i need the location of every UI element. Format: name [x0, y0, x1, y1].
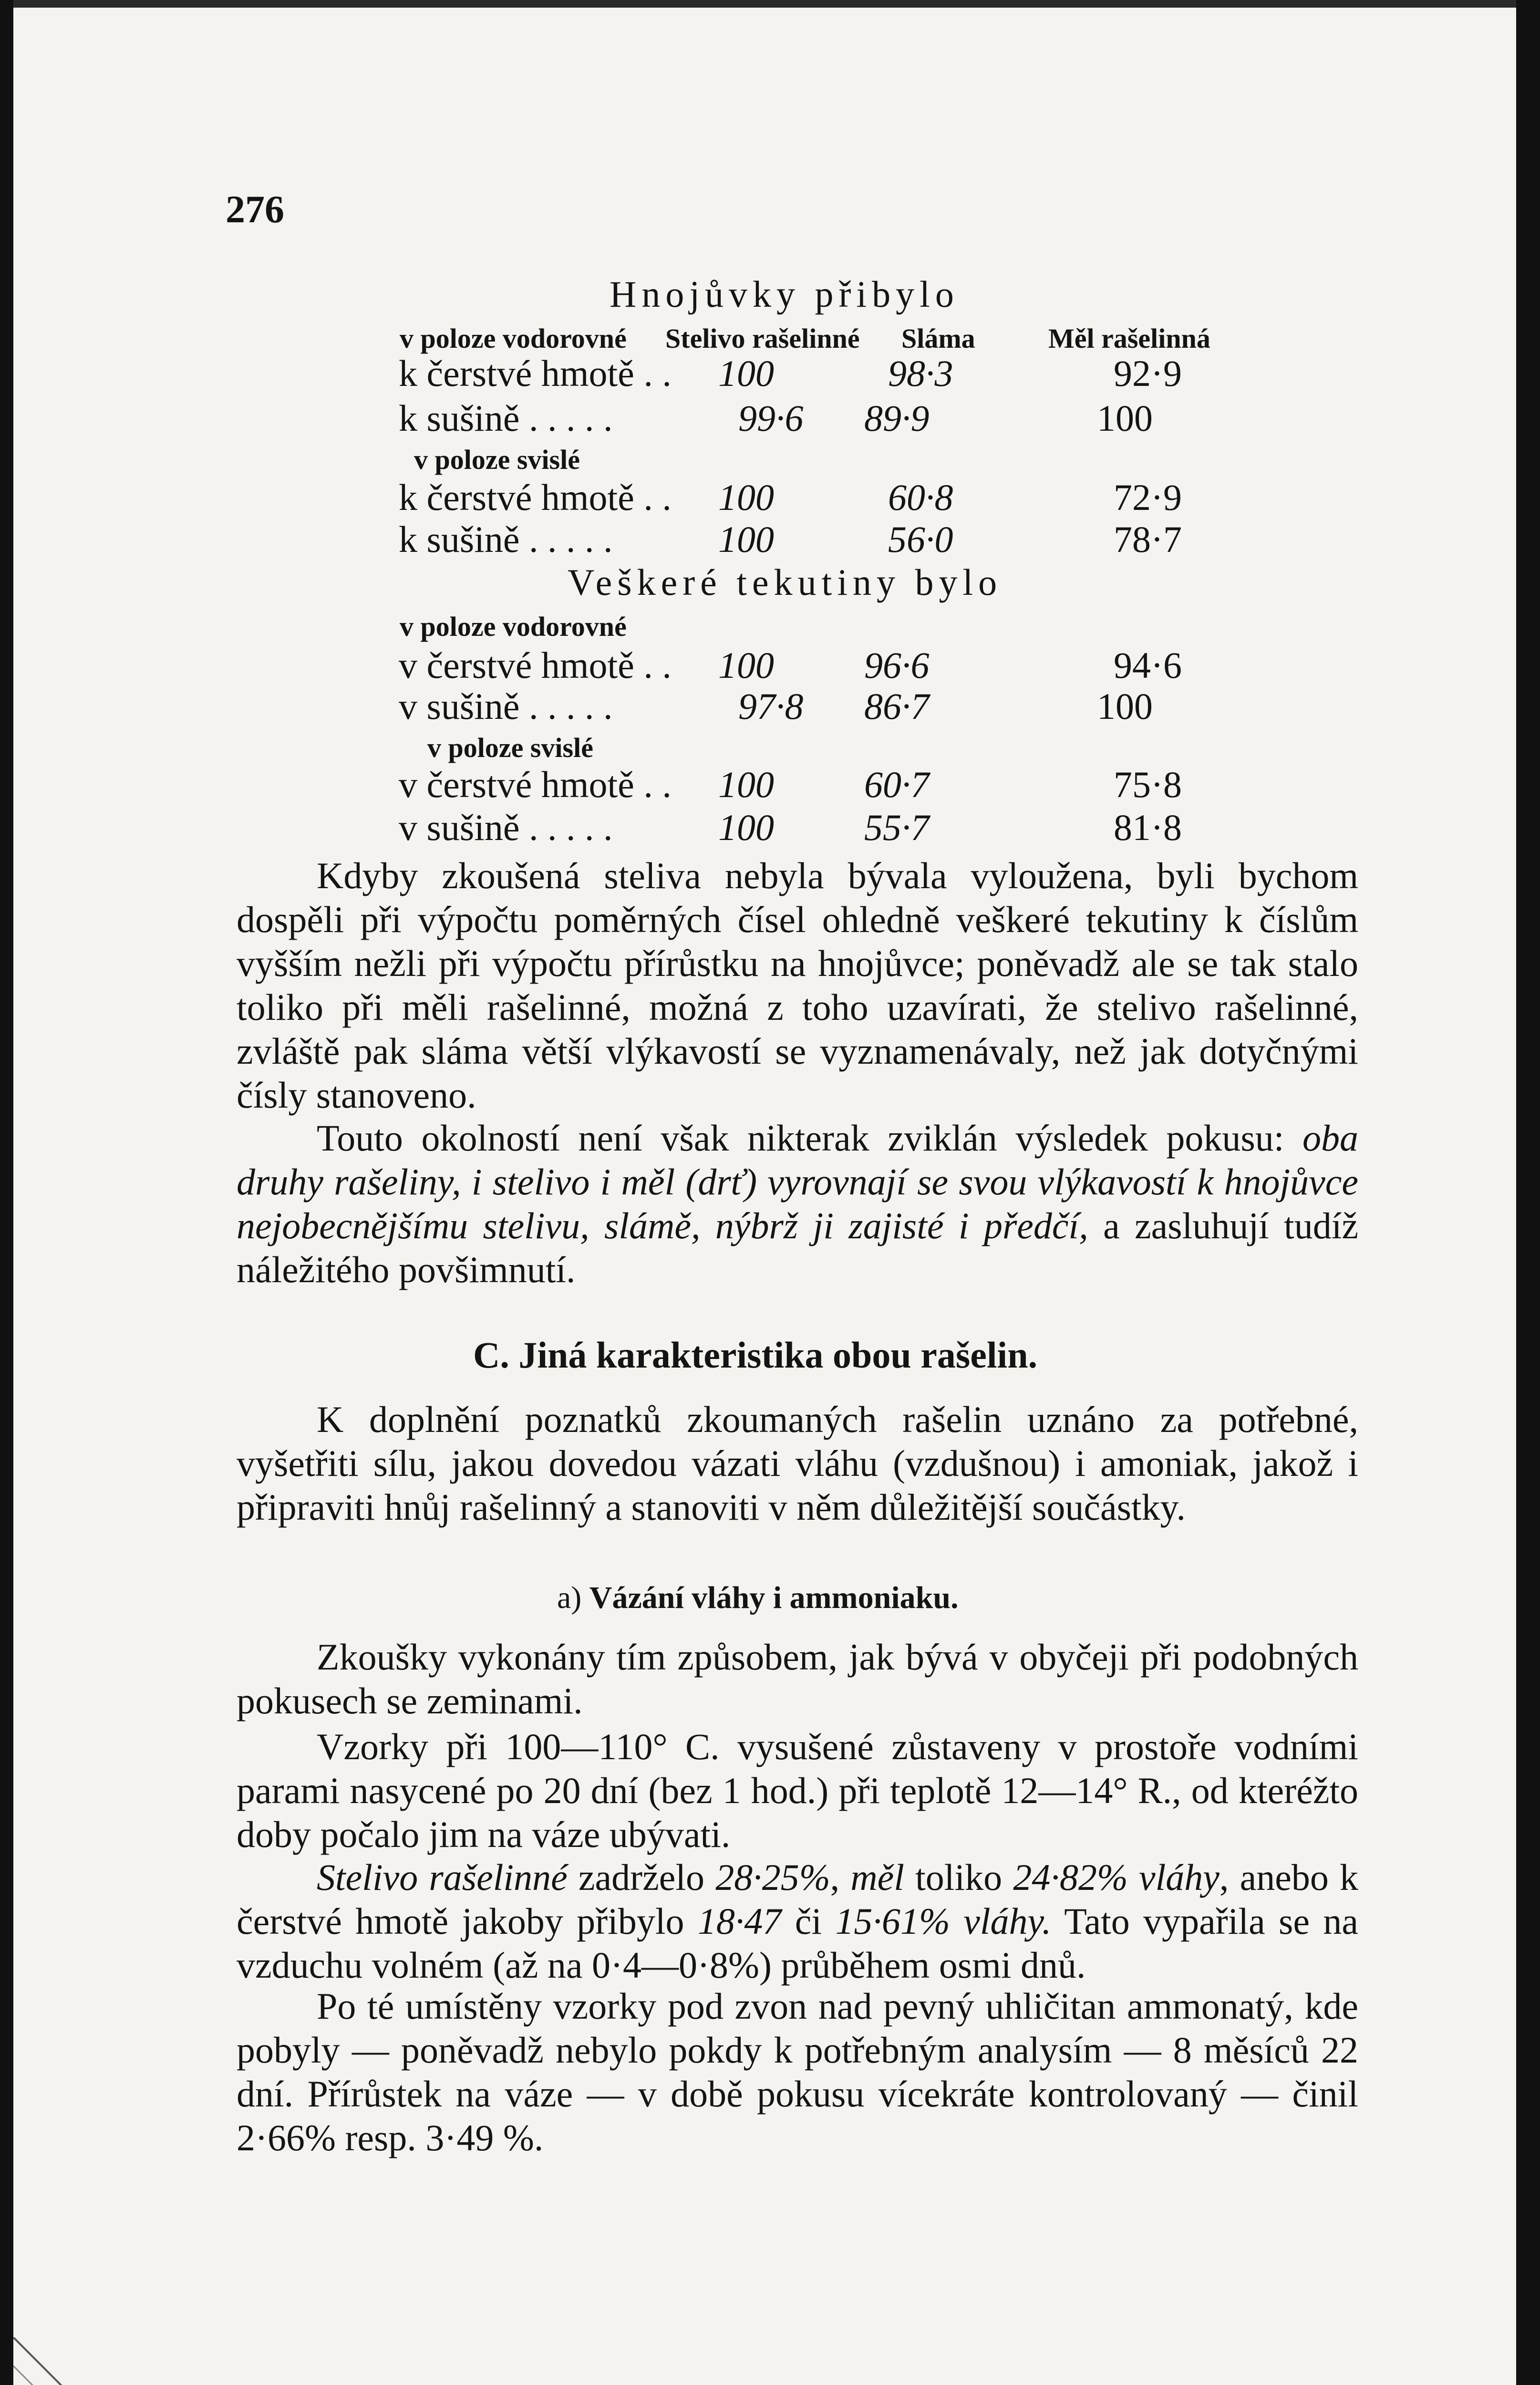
section-title: C. Jiná karakteristika obou rašelin. — [473, 1334, 1038, 1376]
table2-cell: 75·8 — [1114, 764, 1182, 805]
table1-subheader: v poloze svislé — [414, 444, 580, 475]
table1-cell: 100 — [718, 518, 774, 560]
table2-row-label: v sušině . . . . . — [399, 685, 613, 727]
table1-title: Hnojůvky přibylo — [610, 273, 959, 315]
scan-border-left — [0, 0, 13, 2385]
table2-cell: 100 — [718, 764, 774, 805]
table1-row-label: k sušině . . . . . — [399, 397, 613, 439]
table2-cell: 100 — [1097, 685, 1153, 727]
table1-header-orientation: v poloze vodorovné — [400, 323, 627, 354]
table1-header-mel: Měl rašelinná — [1048, 323, 1210, 354]
scan-border-top — [0, 0, 1540, 8]
table1-cell: 92·9 — [1114, 353, 1182, 394]
table2-row-label: v čerstvé hmotě . . — [399, 764, 672, 805]
table1-row-label: k čerstvé hmotě . . — [399, 477, 672, 518]
subsection-title: a) Vázání vláhy i ammoniaku. — [557, 1580, 959, 1615]
paragraph-1: Kdyby zkoušená steliva nebyla bývala vyloužena, byli bychom dospěli při výpočtu poměrných čísel ohledně veškeré tekutiny k číslům vyšším nežli při výpočtu přírůstku na hnojůvce; poněvadž ale se tak stalo toliko při měli rašelinné, možná z toho uzavírati, že stelivo rašelinné, zvláště pak sláma větší vlýkavostí se vyznamenávaly, než jak dotyčnými čísly stanoveno. — [237, 855, 1358, 1116]
table1-row-label: k čerstvé hmotě . . — [399, 353, 672, 394]
table2-cell: 81·8 — [1114, 807, 1182, 848]
table2-cell: 100 — [718, 644, 774, 686]
table1-cell: 56·0 — [888, 518, 953, 560]
table2-row-label: v sušině . . . . . — [399, 807, 613, 848]
table2-cell: 100 — [718, 807, 774, 848]
table2-cell: 55·7 — [864, 807, 930, 848]
paragraph-7: Po té umístěny vzorky pod zvon nad pevný uhličitan ammonatý, kde pobyly — poněvadž nebylo pokdy k potřebným analysím — 8 měsíců 22 dní. Přírůstek na váze — v době pokusu vícekráte kontrolovaný — činil 2·66% resp. 3·49 %. — [237, 1985, 1358, 2158]
table2-cell: 96·6 — [864, 644, 930, 686]
paragraph-4: Zkoušky vykonány tím způsobem, jak bývá v obyčeji při podobných pokusech se zeminami. — [237, 1636, 1358, 1721]
table2-subheader: v poloze svislé — [427, 732, 593, 763]
table1-cell: 100 — [718, 353, 774, 394]
emphasis-text: oba druhy rašeliny, i stelivo i měl (drť) vyrovnají se svou vlýkavostí k hnojůvce nejobecnějšímu stelivu, slámě, nýbrž ji zajisté i předčí, — [237, 1117, 1358, 1246]
table1-cell: 98·3 — [888, 353, 953, 394]
table1-header-slama: Sláma — [901, 323, 975, 354]
table2-row-label: v čerstvé hmotě . . — [399, 644, 672, 686]
table2-cell: 97·8 — [738, 685, 804, 727]
table2-title: Veškeré tekutiny bylo — [568, 561, 1003, 603]
paragraph-5: Vzorky při 100—110° C. vysušené zůstaveny v prostoře vodními parami nasycené po 20 dní (bez 1 hod.) při teplotě 12—14° R., od kteréžto doby počalo jim na váze ubývati. — [237, 1726, 1358, 1855]
table1-cell: 100 — [1097, 397, 1153, 439]
table2-cell: 94·6 — [1114, 644, 1182, 686]
table1-cell: 100 — [718, 477, 774, 518]
paragraph-3: K doplnění poznatků zkoumaných rašelin uznáno za potřebné, vyšetřiti sílu, jakou dovedou vázati vláhu (vzdušnou) i amoniak, jakož i připraviti hnůj rašelinný a stanoviti v něm důležitější součástky. — [237, 1399, 1358, 1528]
table1-cell: 72·9 — [1114, 477, 1182, 518]
table1-cell: 78·7 — [1114, 518, 1182, 560]
scan-corner-fold — [13, 2337, 156, 2385]
scan-border-right — [1516, 0, 1540, 2385]
table2-cell: 86·7 — [864, 685, 930, 727]
table1-cell: 60·8 — [888, 477, 953, 518]
paragraph-2: Touto okolností není však nikterak zviklán výsledek pokusu: oba druhy rašeliny, i stelivo i měl (drť) vyrovnají se svou vlýkavostí k hnojůvce nejobecnějšímu stelivu, slámě, nýbrž ji zajisté i předčí, a zasluhují tudíž náležitého povšimnutí. — [237, 1117, 1358, 1290]
table1-header-stelivo: Stelivo rašelinné — [665, 323, 860, 354]
table2-cell: 60·7 — [864, 764, 930, 805]
page-number: 276 — [226, 187, 284, 231]
table1-cell: 99·6 — [738, 397, 804, 439]
table2-subheader: v poloze vodorovné — [400, 611, 627, 642]
table1-row-label: k sušině . . . . . — [399, 518, 613, 560]
paragraph-6: Stelivo rašelinné zadrželo 28·25%, měl toliko 24·82% vláhy, anebo k čerstvé hmotě jakoby přibylo 18·47 či 15·61% vláhy. Tato vypařila se na vzduchu volném (až na 0·4—0·8%) průběhem osmi dnů. — [237, 1856, 1359, 1986]
table1-cell: 89·9 — [864, 397, 930, 439]
